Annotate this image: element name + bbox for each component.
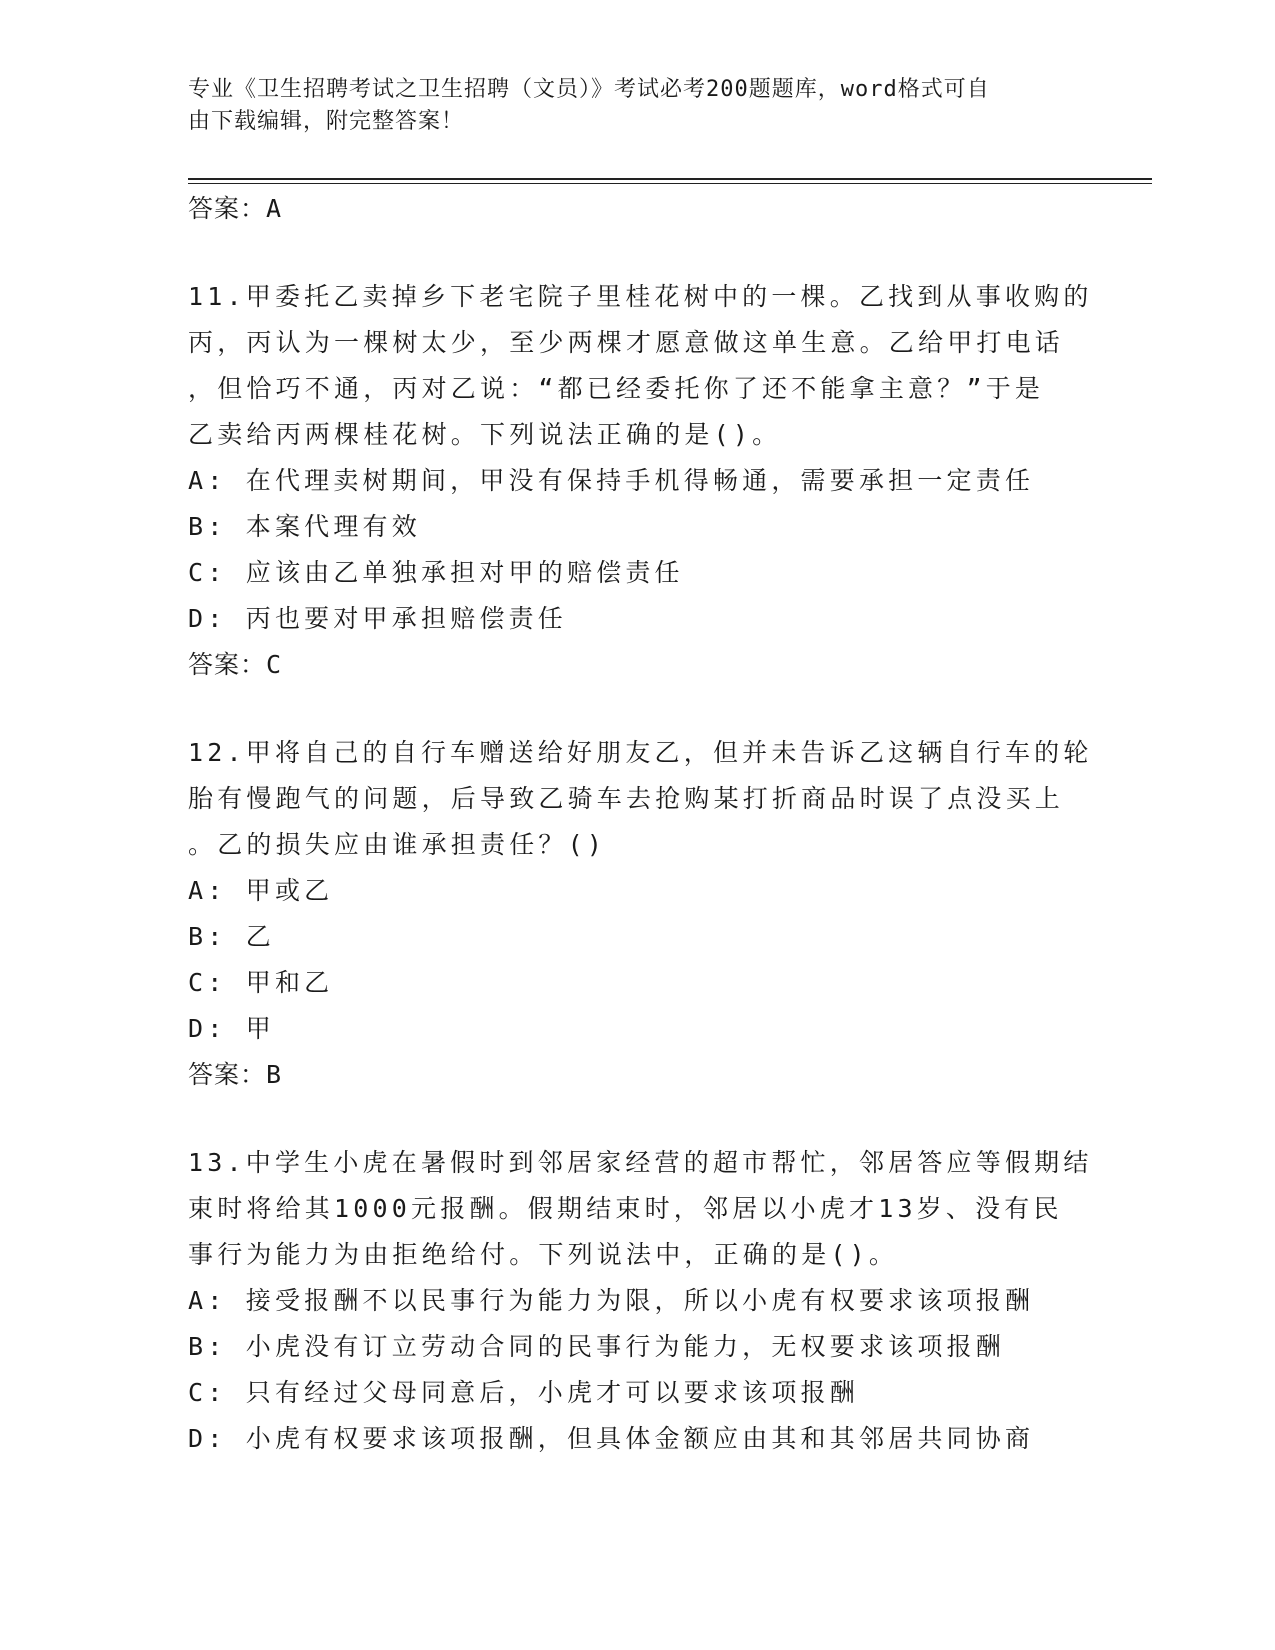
question-12 bbox=[188, 730, 1093, 1098]
question-11-answer: 答案：C bbox=[188, 650, 283, 679]
header-divider-thick bbox=[188, 178, 1152, 180]
header-line-1: 专业《卫生招聘考试之卫生招聘（文员）》考试必考200题题库，word格式可自 bbox=[188, 77, 990, 102]
questions-content bbox=[188, 186, 1093, 1462]
question-12-option-c: C: 甲和乙 bbox=[188, 968, 334, 997]
question-12-option-a: A: 甲或乙 bbox=[188, 876, 334, 905]
header-line-2: 由下载编辑，附完整答案！ bbox=[188, 109, 465, 134]
question-11-line-4: 乙卖给丙两棵桂花树。下列说法正确的是()。 bbox=[188, 420, 782, 449]
question-12-option-b: B: 乙 bbox=[188, 922, 275, 951]
question-13-line-2: 束时将给其1000元报酬。假期结束时，邻居以小虎才13岁、没有民 bbox=[188, 1194, 1063, 1223]
question-11-line-3: ，但恰巧不通，丙对乙说：“都已经委托你了还不能拿主意？”于是 bbox=[188, 374, 1045, 403]
question-11-line-2: 丙，丙认为一棵树太少，至少两棵才愿意做这单生意。乙给甲打电话 bbox=[188, 328, 1065, 357]
question-11 bbox=[188, 274, 1093, 688]
question-11-option-b: B: 本案代理有效 bbox=[188, 512, 421, 541]
header-divider-thin bbox=[188, 183, 1152, 184]
question-13 bbox=[188, 1140, 1093, 1462]
question-12-line-2: 胎有慢跑气的问题，后导致乙骑车去抢购某打折商品时误了点没买上 bbox=[188, 784, 1065, 813]
question-13-option-b: B: 小虎没有订立劳动合同的民事行为能力，无权要求该项报酬 bbox=[188, 1332, 1005, 1361]
question-12-answer: 答案：B bbox=[188, 1060, 283, 1089]
question-12-option-d: D: 甲 bbox=[188, 1014, 275, 1043]
question-13-line-3: 事行为能力为由拒绝给付。下列说法中，正确的是()。 bbox=[188, 1240, 899, 1269]
question-11-option-d: D: 丙也要对甲承担赔偿责任 bbox=[188, 604, 567, 633]
question-13-option-d: D: 小虎有权要求该项报酬，但具体金额应由其和其邻居共同协商 bbox=[188, 1424, 1035, 1453]
question-12-line-3: 。乙的损失应由谁承担责任？() bbox=[188, 830, 607, 859]
document-header bbox=[188, 74, 1078, 138]
question-13-line-1: 13.中学生小虎在暑假时到邻居家经营的超市帮忙，邻居答应等假期结 bbox=[188, 1148, 1093, 1177]
question-11-line-1: 11.甲委托乙卖掉乡下老宅院子里桂花树中的一棵。乙找到从事收购的 bbox=[188, 282, 1093, 311]
question-13-option-a: A: 接受报酬不以民事行为能力为限，所以小虎有权要求该项报酬 bbox=[188, 1286, 1035, 1315]
question-12-line-1: 12.甲将自己的自行车赠送给好朋友乙，但并未告诉乙这辆自行车的轮 bbox=[188, 738, 1093, 767]
question-11-option-a: A: 在代理卖树期间，甲没有保持手机得畅通，需要承担一定责任 bbox=[188, 466, 1035, 495]
question-13-option-c: C: 只有经过父母同意后，小虎才可以要求该项报酬 bbox=[188, 1378, 859, 1407]
question-11-option-c: C: 应该由乙单独承担对甲的赔偿责任 bbox=[188, 558, 684, 587]
answer-previous: 答案：A bbox=[188, 194, 283, 223]
